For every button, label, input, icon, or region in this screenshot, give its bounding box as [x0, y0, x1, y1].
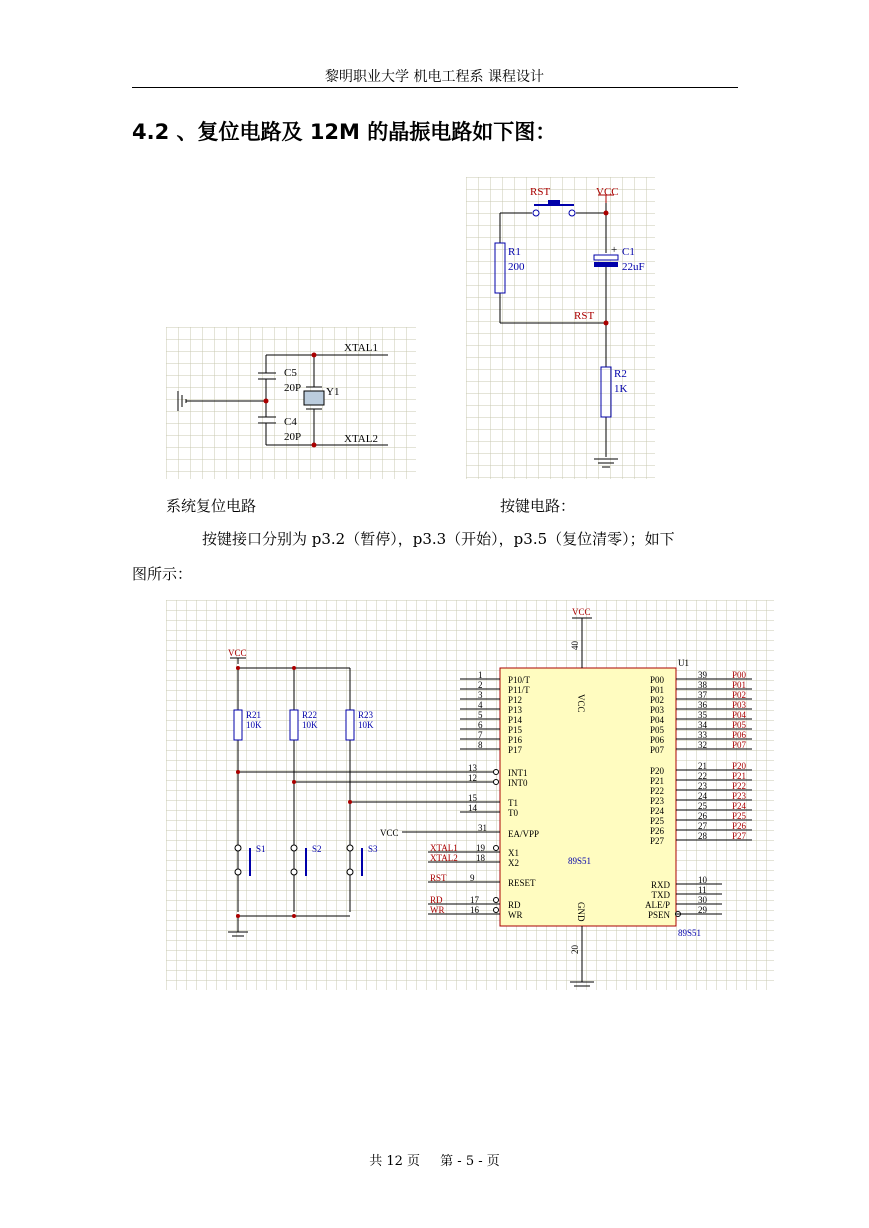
xtal1-label: XTAL1	[344, 342, 378, 354]
reset-circuit-figure	[466, 177, 655, 479]
pin-number: 13	[468, 763, 477, 773]
pin-name: P06	[650, 735, 665, 745]
pin-name: WR	[508, 910, 523, 920]
mcu-circuit-svg	[166, 600, 774, 990]
pin-number: 39	[698, 670, 707, 680]
net-label: P06	[732, 730, 747, 740]
net-label: P07	[732, 740, 747, 750]
xtal2-label: XTAL2	[344, 433, 378, 445]
pin-name: INT1	[508, 768, 528, 778]
net-label: RST	[430, 873, 447, 883]
pin-number: 2	[478, 680, 483, 690]
pin-name: PSEN	[647, 910, 670, 920]
pin-number: 23	[698, 781, 707, 791]
pin-number: 3	[478, 690, 483, 700]
net-label: P21	[732, 771, 747, 781]
pin-number: 14	[468, 803, 477, 813]
pin-number: 7	[478, 730, 483, 740]
pin-number: 28	[698, 831, 707, 841]
pin20-label: 20	[570, 945, 580, 954]
pin-name: P25	[650, 816, 665, 826]
pin-number: 22	[698, 771, 707, 781]
net-label: XTAL2	[430, 853, 458, 863]
vcc-top-label: VCC	[572, 607, 591, 617]
vcc-ea-label: VCC	[380, 828, 399, 838]
crystal-circuit-svg	[166, 327, 416, 479]
pin-number: 36	[698, 700, 707, 710]
r1-label: R1	[508, 246, 521, 258]
pin-number: 6	[478, 720, 483, 730]
pin-name: RXD	[650, 880, 670, 890]
c4-value: 20P	[284, 431, 302, 443]
pin-number: 15	[468, 793, 477, 803]
pin-name: TXD	[651, 890, 670, 900]
pin-number: 16	[470, 905, 479, 915]
pin-name: P13	[508, 705, 523, 715]
net-label: P02	[732, 690, 747, 700]
pin-name: P14	[508, 715, 523, 725]
pin-name: P02	[650, 695, 665, 705]
chip-label: 89S51	[568, 856, 592, 866]
resistor-label: R23	[358, 710, 374, 720]
r2-value: 1K	[614, 383, 628, 395]
pin-name: RESET	[508, 878, 536, 888]
pin-name: T1	[508, 798, 518, 808]
c4-label: C4	[284, 416, 297, 428]
pin-number: 1	[478, 670, 483, 680]
pin-name: P26	[650, 826, 665, 836]
footer-total-pages: 共 12 页	[369, 1154, 421, 1169]
reset-caption: 系统复位电路	[166, 497, 257, 515]
keys-caption: 按键电路：	[500, 497, 576, 515]
pin-number: 19	[476, 843, 485, 853]
pin-number: 9	[470, 873, 475, 883]
pin-name: P24	[650, 806, 665, 816]
net-label: XTAL1	[430, 843, 458, 853]
pin-name: P20	[650, 766, 665, 776]
c1-label: C1	[622, 246, 635, 258]
pin-number: 29	[698, 905, 707, 915]
net-label: RD	[430, 895, 443, 905]
net-label: P27	[732, 831, 747, 841]
pin-name: EA/VPP	[508, 829, 540, 839]
reset-circuit-svg	[466, 177, 655, 479]
header-rule	[132, 87, 738, 88]
pin-number: 27	[698, 821, 707, 831]
chip-bottom-label: 89S51	[678, 928, 702, 938]
pin-number: 34	[698, 720, 707, 730]
para-line-1: 按键接口分别为 p3.2（暂停），p3.3（开始），p3.5（复位清零）；如下	[202, 530, 675, 548]
pin-name: X2	[508, 858, 519, 868]
gnd-pin-label: GND	[576, 902, 586, 922]
mcu-circuit-figure	[166, 600, 774, 990]
pin-number: 4	[478, 700, 483, 710]
pin-number: 38	[698, 680, 707, 690]
net-label: P00	[732, 670, 747, 680]
pin-name: P07	[650, 745, 665, 755]
vcc-label: VCC	[596, 186, 619, 198]
pin-number: 35	[698, 710, 707, 720]
pin-name: P15	[508, 725, 523, 735]
net-label: P25	[732, 811, 747, 821]
pin-name: INT0	[508, 778, 528, 788]
resistor-label: R21	[246, 710, 262, 720]
pin-name: P11/T	[508, 685, 530, 695]
net-label: P22	[732, 781, 747, 791]
pin-number: 31	[478, 823, 487, 833]
net-label: P20	[732, 761, 747, 771]
crystal-circuit-figure	[166, 327, 416, 479]
net-label: P01	[732, 680, 747, 690]
resistor-value: 10K	[302, 720, 318, 730]
pin-name: P23	[650, 796, 665, 806]
pin-number: 5	[478, 710, 483, 720]
pin-number: 12	[468, 773, 477, 783]
resistor-value: 10K	[246, 720, 262, 730]
pin-name: P12	[508, 695, 523, 705]
rst-node-label: RST	[574, 310, 595, 322]
resistor-label: R22	[302, 710, 318, 720]
pin-name: P17	[508, 745, 523, 755]
vcc-left-label: VCC	[228, 648, 247, 658]
c1-value: 22uF	[622, 261, 645, 273]
pin-number: 37	[698, 690, 707, 700]
pin-name: P27	[650, 836, 665, 846]
switch-label: S3	[368, 844, 378, 854]
c5-value: 20P	[284, 382, 302, 394]
net-label: WR	[430, 905, 445, 915]
net-label: P23	[732, 791, 747, 801]
pin-number: 25	[698, 801, 707, 811]
page-header: 黎明职业大学 机电工程系 课程设计	[325, 69, 544, 85]
c1-plus: +	[611, 244, 618, 256]
pin-name: P22	[650, 786, 665, 796]
pin-number: 18	[476, 853, 485, 863]
pin-name: P00	[650, 675, 665, 685]
rst-button-label: RST	[530, 186, 551, 198]
pin-number: 26	[698, 811, 707, 821]
pin-number: 21	[698, 761, 707, 771]
pin-name: ALE/P	[644, 900, 670, 910]
switch-label: S2	[312, 844, 322, 854]
pin-number: 8	[478, 740, 483, 750]
footer-page-number: 第 - 5 - 页	[440, 1154, 500, 1169]
net-label: P04	[732, 710, 747, 720]
r1-value: 200	[508, 261, 525, 273]
net-label: P24	[732, 801, 747, 811]
pin-number: 32	[698, 740, 707, 750]
pin-name: X1	[508, 848, 519, 858]
pin-number: 33	[698, 730, 707, 740]
pin-number: 11	[698, 885, 707, 895]
pin-number: 10	[698, 875, 707, 885]
net-label: P03	[732, 700, 747, 710]
pin-name: P03	[650, 705, 665, 715]
resistor-value: 10K	[358, 720, 374, 730]
vcc-pin-label: VCC	[576, 694, 586, 713]
pin-name: P04	[650, 715, 665, 725]
pin-name: T0	[508, 808, 518, 818]
net-label: P26	[732, 821, 747, 831]
net-label: P05	[732, 720, 747, 730]
pin-name: P10/T	[508, 675, 531, 685]
y1-label: Y1	[326, 386, 340, 398]
pin-number: 24	[698, 791, 707, 801]
pin-name: P16	[508, 735, 523, 745]
pin40-label: 40	[570, 641, 580, 650]
u1-label: U1	[678, 658, 689, 668]
page-footer	[0, 1150, 869, 1169]
c5-label: C5	[284, 367, 297, 379]
pin-name: P05	[650, 725, 665, 735]
pin-name: P21	[650, 776, 665, 786]
switch-label: S1	[256, 844, 266, 854]
pin-name: P01	[650, 685, 665, 695]
r2-label: R2	[614, 368, 627, 380]
section-heading: 4.2 、复位电路及 12M 的晶振电路如下图：	[132, 120, 557, 144]
para-line-2: 图所示：	[132, 565, 193, 583]
pin-number: 30	[698, 895, 707, 905]
pin-number: 17	[470, 895, 479, 905]
pin-name: RD	[508, 900, 521, 910]
